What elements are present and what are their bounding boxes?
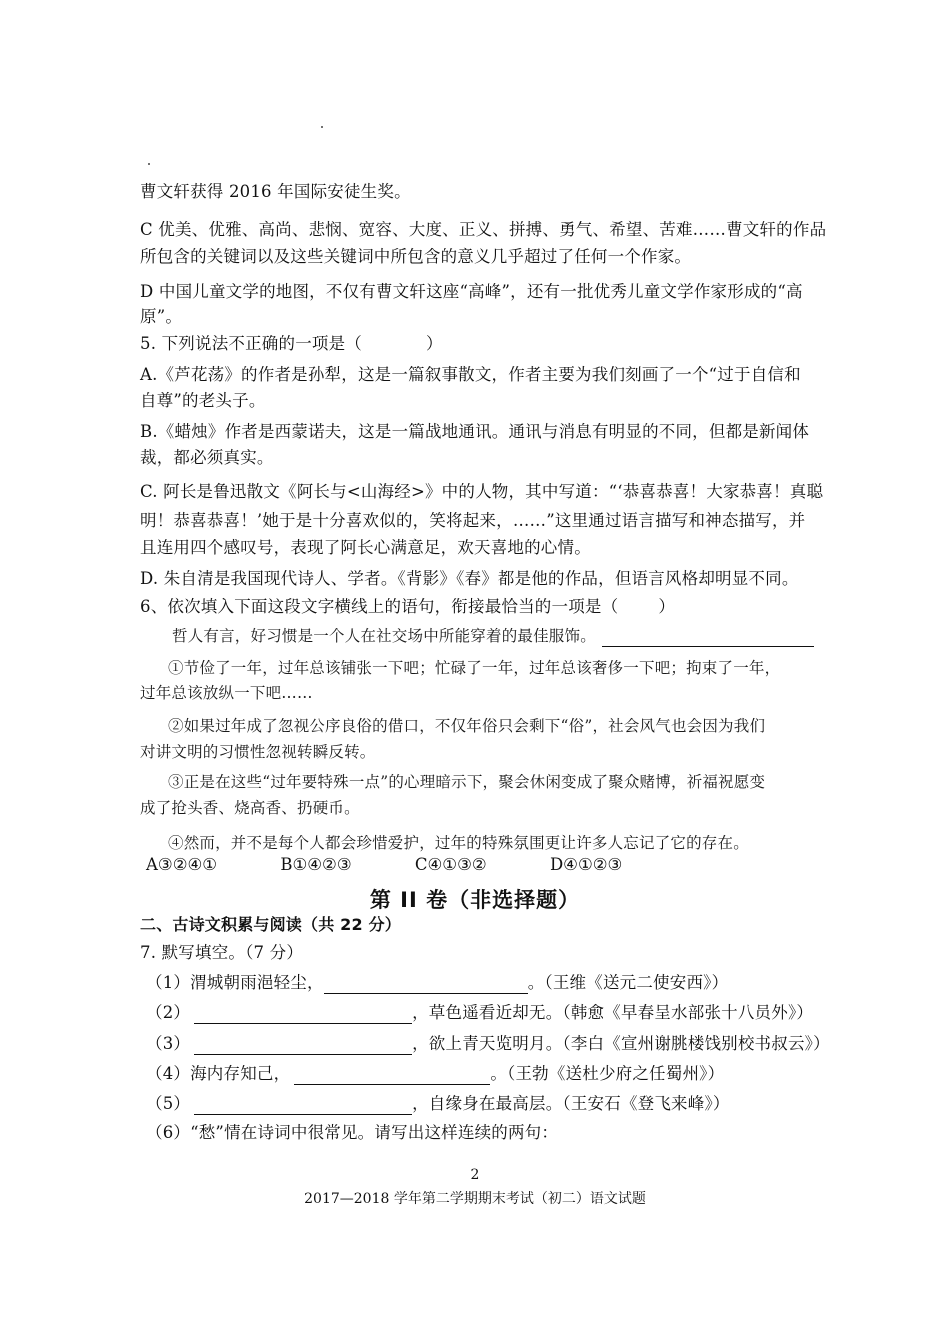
option-c-line: C 优美、优雅、高尚、悲悯、宽容、大度、正义、拼搏、勇气、希望、苦难……曹文轩的作品: [140, 220, 827, 239]
section-title: 第 II 卷（非选择题）: [369, 888, 581, 912]
scan-speck: [321, 126, 323, 128]
q7-item-5: [146, 1093, 838, 1115]
question-5-stem: [140, 333, 838, 355]
q7-item-6: （6）“愁”情在诗词中很常见。请写出这样连续的两句：: [146, 1123, 559, 1142]
fill-blank[interactable]: [294, 1066, 490, 1085]
q6-sentence-2: ②如果过年成了忽视公序良俗的借口，不仅年俗只会剩下“俗”，社会风气也会因为我们: [168, 717, 766, 735]
q5-option-a-cont: 自尊”的老头子。: [140, 391, 266, 410]
part-2-title: 二、古诗文积累与阅读（共 22 分）: [140, 915, 402, 934]
question-6-stem: [140, 596, 838, 618]
fill-blank[interactable]: [194, 1036, 412, 1055]
q7-item-4-pre: （4）海内存知己，: [146, 1064, 291, 1083]
q7-item-5-post: ，自缘身在最高层。（王安石《登飞来峰》）: [412, 1094, 730, 1113]
q6-option-c[interactable]: C④①③②: [414, 855, 487, 874]
q7-item-3-post: ，欲上青天览明月。（李白《宣州谢朓楼饯别校书叔云》）: [412, 1034, 830, 1053]
question-5-text: 5. 下列说法不正确的一项是（: [140, 334, 362, 353]
q7-item-1-pre: （1）渭城朝雨浥轻尘，: [146, 973, 324, 992]
q7-item-1: [146, 972, 838, 994]
page-number: 2: [470, 1167, 480, 1183]
q7-item-2-pre: （2）: [146, 1003, 191, 1022]
fill-blank[interactable]: [602, 628, 814, 647]
fill-blank[interactable]: [324, 975, 528, 994]
q5-option-c: C. 阿长是鲁迅散文《阿长与<山海经>》中的人物，其中写道：“‘恭喜恭喜！大家恭喜！真聪: [140, 482, 824, 501]
q6-sentence-1-cont: 过年总该放纵一下吧……: [140, 684, 313, 702]
q6-options: [146, 855, 680, 874]
q5-option-a: A.《芦花荡》的作者是孙犁，这是一篇叙事散文，作者主要为我们刻画了一个“过于自信和: [140, 365, 801, 384]
q6-sentence-3: ③正是在这些“过年要特殊一点”的心理暗示下，聚会休闲变成了聚众赌博，祈福祝愿变: [168, 773, 766, 791]
question-5-text-end: ）: [426, 334, 443, 353]
q6-sentence-2-cont: 对讲文明的习惯性忽视转瞬反转。: [140, 743, 376, 761]
q7-item-3-pre: （3）: [146, 1034, 191, 1053]
q6-sentence-3-cont: 成了抢头香、烧高香、扔硬币。: [140, 799, 360, 817]
q5-option-d: D. 朱自清是我国现代诗人、学者。《背影》《春》都是他的作品，但语言风格却明显不同。: [140, 569, 799, 588]
q6-option-b[interactable]: B①④②③: [280, 855, 352, 874]
q5-option-b: B.《蜡烛》作者是西蒙诺夫，这是一篇战地通讯。通讯与消息有明显的不同，但都是新闻体: [140, 422, 810, 441]
q7-item-5-pre: （5）: [146, 1094, 191, 1113]
q5-option-c-cont: 明！恭喜恭喜！’她于是十分喜欢似的，笑将起来，……”这里通过语言描写和神态描写，并: [140, 511, 806, 530]
q7-item-4: [146, 1063, 838, 1085]
fill-blank[interactable]: [194, 1096, 412, 1115]
q6-sentence-4: ④然而，并不是每个人都会珍惜爱护，过年的特殊氛围更让许多人忘记了它的存在。: [168, 834, 749, 852]
q6-intro: [172, 625, 838, 647]
q7-item-4-post: 。（王勃《送杜少府之任蜀州》）: [490, 1064, 725, 1083]
question-6-text: 6、依次填入下面这段文字横线上的语句，衔接最恰当的一项是（: [140, 597, 619, 616]
q6-sentence-1: ①节俭了一年，过年总该铺张一下吧；忙碌了一年，过年总该奢侈一下吧；拘束了一年，: [168, 659, 781, 677]
question-6-text-end: ）: [658, 597, 676, 616]
q7-item-2: [146, 1002, 838, 1024]
q6-option-d[interactable]: D④①②③: [549, 855, 623, 874]
fill-blank[interactable]: [194, 1005, 412, 1024]
q7-item-1-post: 。（王维《送元二使安西》）: [527, 973, 729, 992]
footer-title: 2017—2018 学年第二学期期末考试（初二）语文试题: [304, 1191, 646, 1207]
q7-item-3: [146, 1033, 838, 1055]
option-d-line: D 中国儿童文学的地图，不仅有曹文轩这座“高峰”，还有一批优秀儿童文学作家形成的“高: [140, 282, 803, 301]
q6-option-a[interactable]: A③②④①: [146, 855, 218, 874]
text-line: 曹文轩获得 2016 年国际安徒生奖。: [140, 182, 411, 201]
q5-option-b-cont: 裁，都必须真实。: [140, 448, 274, 467]
q6-intro-text: 哲人有言，好习惯是一个人在社交场中所能穿着的最佳服饰。: [172, 627, 596, 645]
question-7-stem: 7. 默写填空。（7 分）: [140, 943, 304, 962]
q5-option-c-cont: 且连用四个感叹号，表现了阿长心满意足，欢天喜地的心情。: [140, 538, 591, 557]
q7-item-2-post: ，草色遥看近却无。（韩愈《早春呈水部张十八员外》）: [412, 1003, 814, 1022]
text-line: 原”。: [140, 307, 183, 326]
text-line: 所包含的关键词以及这些关键词中所包含的意义几乎超过了任何一个作家。: [140, 247, 692, 266]
scan-speck: [148, 163, 150, 165]
